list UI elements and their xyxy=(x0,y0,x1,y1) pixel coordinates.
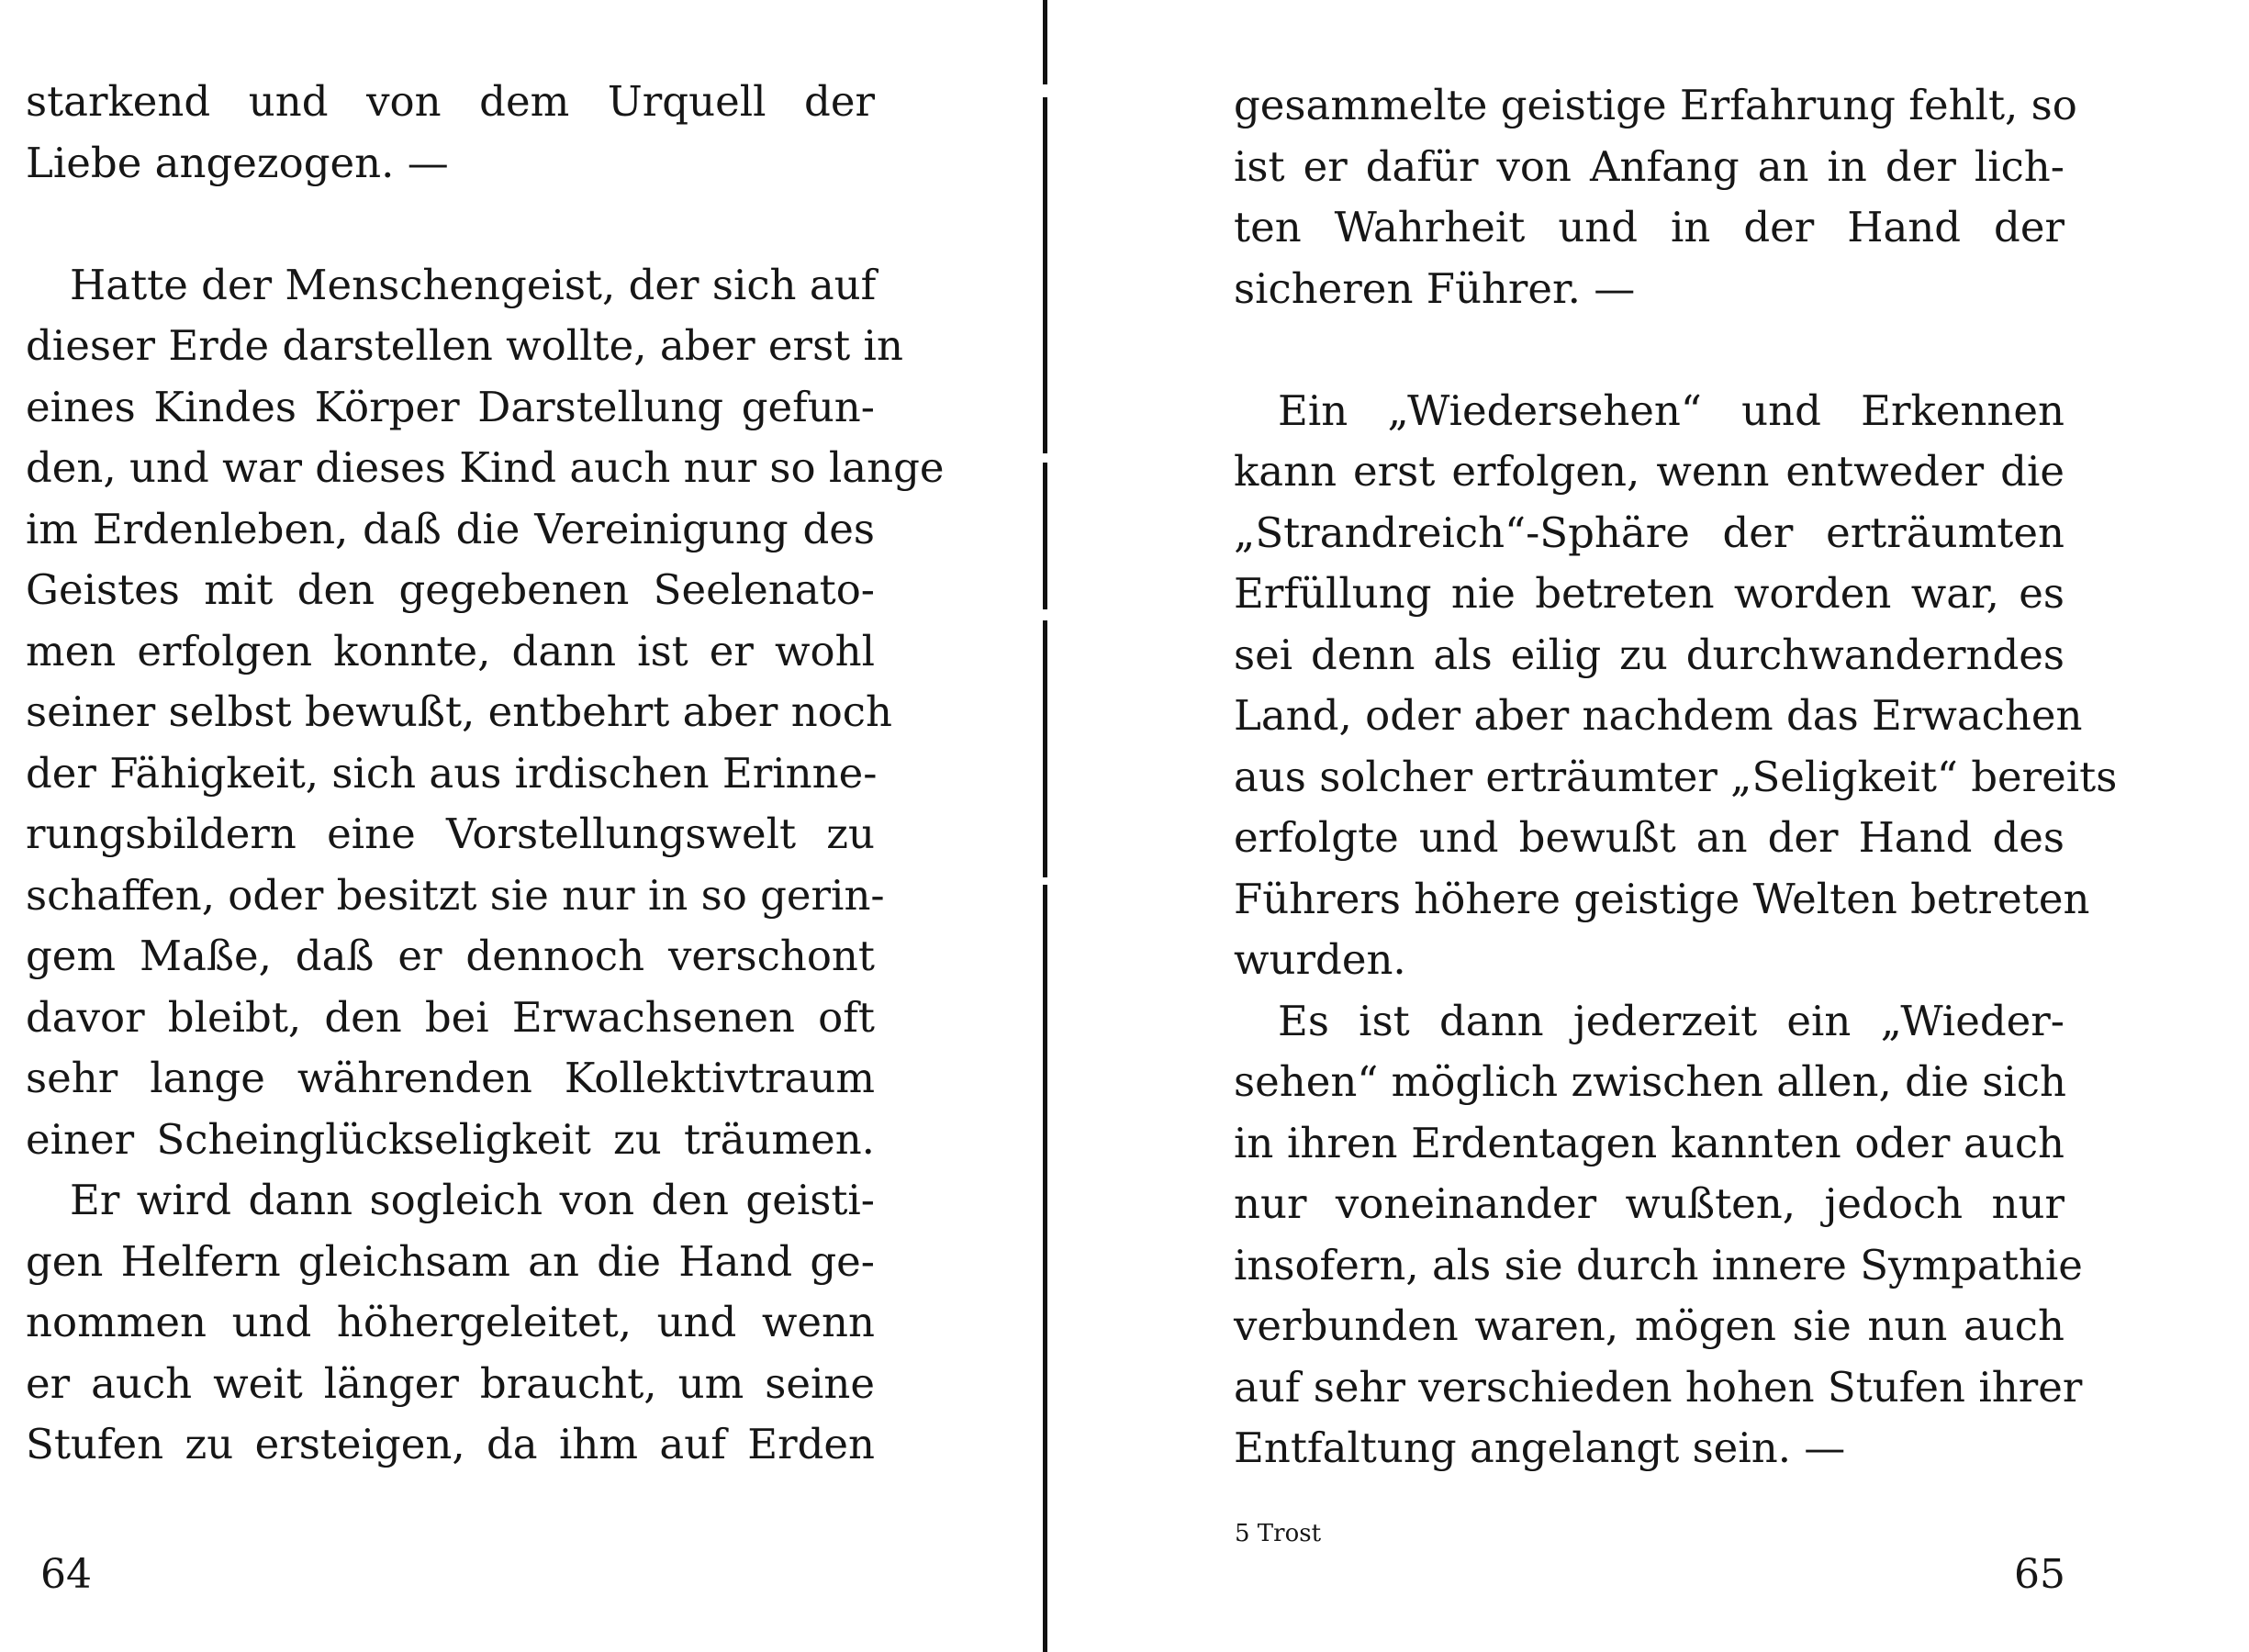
signature-mark: 5 Trost xyxy=(1235,1520,1322,1547)
page-number-right: 65 xyxy=(2014,1551,2065,1598)
text-line: gem Maße, daß er dennoch verschont xyxy=(26,932,875,980)
text-line: in ihren Erdentagen kannten oder auch xyxy=(1234,1118,2064,1167)
text-line: ten Wahrheit und in der Hand der xyxy=(1234,203,2064,251)
text-line: insofern, als sie durch innere Sympathie xyxy=(1234,1240,2083,1289)
text-line: rungsbildern eine Vorstellungswelt zu xyxy=(26,809,875,858)
text-line: verbunden waren, mögen sie nun auch xyxy=(1234,1301,2064,1350)
text-line: er auch weit länger braucht, um seine xyxy=(26,1358,875,1408)
text-line: erfolgte und bewußt an der Hand des xyxy=(1234,813,2064,862)
text-line: gen Helfern gleichsam an die Hand ge- xyxy=(26,1236,875,1286)
text-line: Es ist dann jederzeit ein „Wieder- xyxy=(1278,996,2064,1045)
paragraph-gap xyxy=(26,194,875,255)
text-line: sicheren Führer. — xyxy=(1234,263,1636,313)
text-line: nommen und höhergeleitet, und wenn xyxy=(26,1298,875,1346)
text-line: „Strandreich“-Sphäre der erträumten xyxy=(1234,508,2064,557)
text-line: Entfaltung angelangt sein. — xyxy=(1234,1423,1846,1472)
text-line: Geistes mit den gegebenen Seelenato- xyxy=(26,565,875,614)
book-gutter xyxy=(1043,0,1048,1652)
text-line: schaffen, oder besitzt sie nur in so gerin- xyxy=(26,870,885,920)
text-line: Erfüllung nie betreten worden war, es xyxy=(1234,569,2064,618)
text-line: seiner selbst bewußt, entbehrt aber noch xyxy=(26,687,892,736)
left-page-text xyxy=(26,72,945,1476)
right-page-text xyxy=(1234,75,2118,1479)
text-line: Land, oder aber nachdem das Erwachen xyxy=(1234,691,2083,740)
text-line: wurden. xyxy=(1234,935,1406,984)
text-line: aus solcher erträumter „Seligkeit“ bereits xyxy=(1234,752,2118,801)
text-line: einer Scheinglückseligkeit zu träumen. xyxy=(26,1114,875,1164)
text-line: Hatte der Menschengeist, der sich auf xyxy=(70,260,877,309)
text-line: dieser Erde darstellen wollte, aber erst in xyxy=(26,321,903,370)
text-line: sehr lange währenden Kollektivtraum xyxy=(26,1054,875,1102)
text-line: Liebe angezogen. — xyxy=(26,138,449,187)
text-line: der Fähigkeit, sich aus irdischen Erinne- xyxy=(26,748,878,798)
text-line: gesammelte geistige Erfahrung fehlt, so xyxy=(1234,81,2077,129)
text-line: Stufen zu ersteigen, da ihm auf Erden xyxy=(26,1420,875,1468)
text-line: sei denn als eilig zu durchwanderndes xyxy=(1234,630,2064,679)
text-line: Führers höhere geistige Welten betreten xyxy=(1234,874,2090,923)
text-line: kann erst erfolgen, wenn entweder die xyxy=(1234,447,2064,496)
text-line: Ein „Wiedersehen“ und Erkennen xyxy=(1278,385,2064,435)
text-line: ist er dafür von Anfang an in der lich- xyxy=(1234,141,2064,191)
text-line: den, und war dieses Kind auch nur so lange xyxy=(26,443,945,492)
paragraph-gap xyxy=(1234,319,2064,381)
text-line: eines Kindes Körper Darstellung gefun- xyxy=(26,382,875,431)
text-line: sehen“ möglich zwischen allen, die sich xyxy=(1234,1057,2066,1106)
page-number-left: 64 xyxy=(40,1551,92,1598)
text-line: auf sehr verschieden hohen Stufen ihrer xyxy=(1234,1362,2083,1412)
text-line: Er wird dann sogleich von den geisti- xyxy=(70,1176,875,1224)
text-line: starkend und von dem Urquell der xyxy=(26,77,875,126)
text-line: im Erdenleben, daß die Vereinigung des xyxy=(26,504,875,553)
text-line: men erfolgen konnte, dann ist er wohl xyxy=(26,626,875,675)
text-line: nur voneinander wußten, jedoch nur xyxy=(1234,1179,2064,1228)
text-line: davor bleibt, den bei Erwachsenen oft xyxy=(26,992,875,1042)
